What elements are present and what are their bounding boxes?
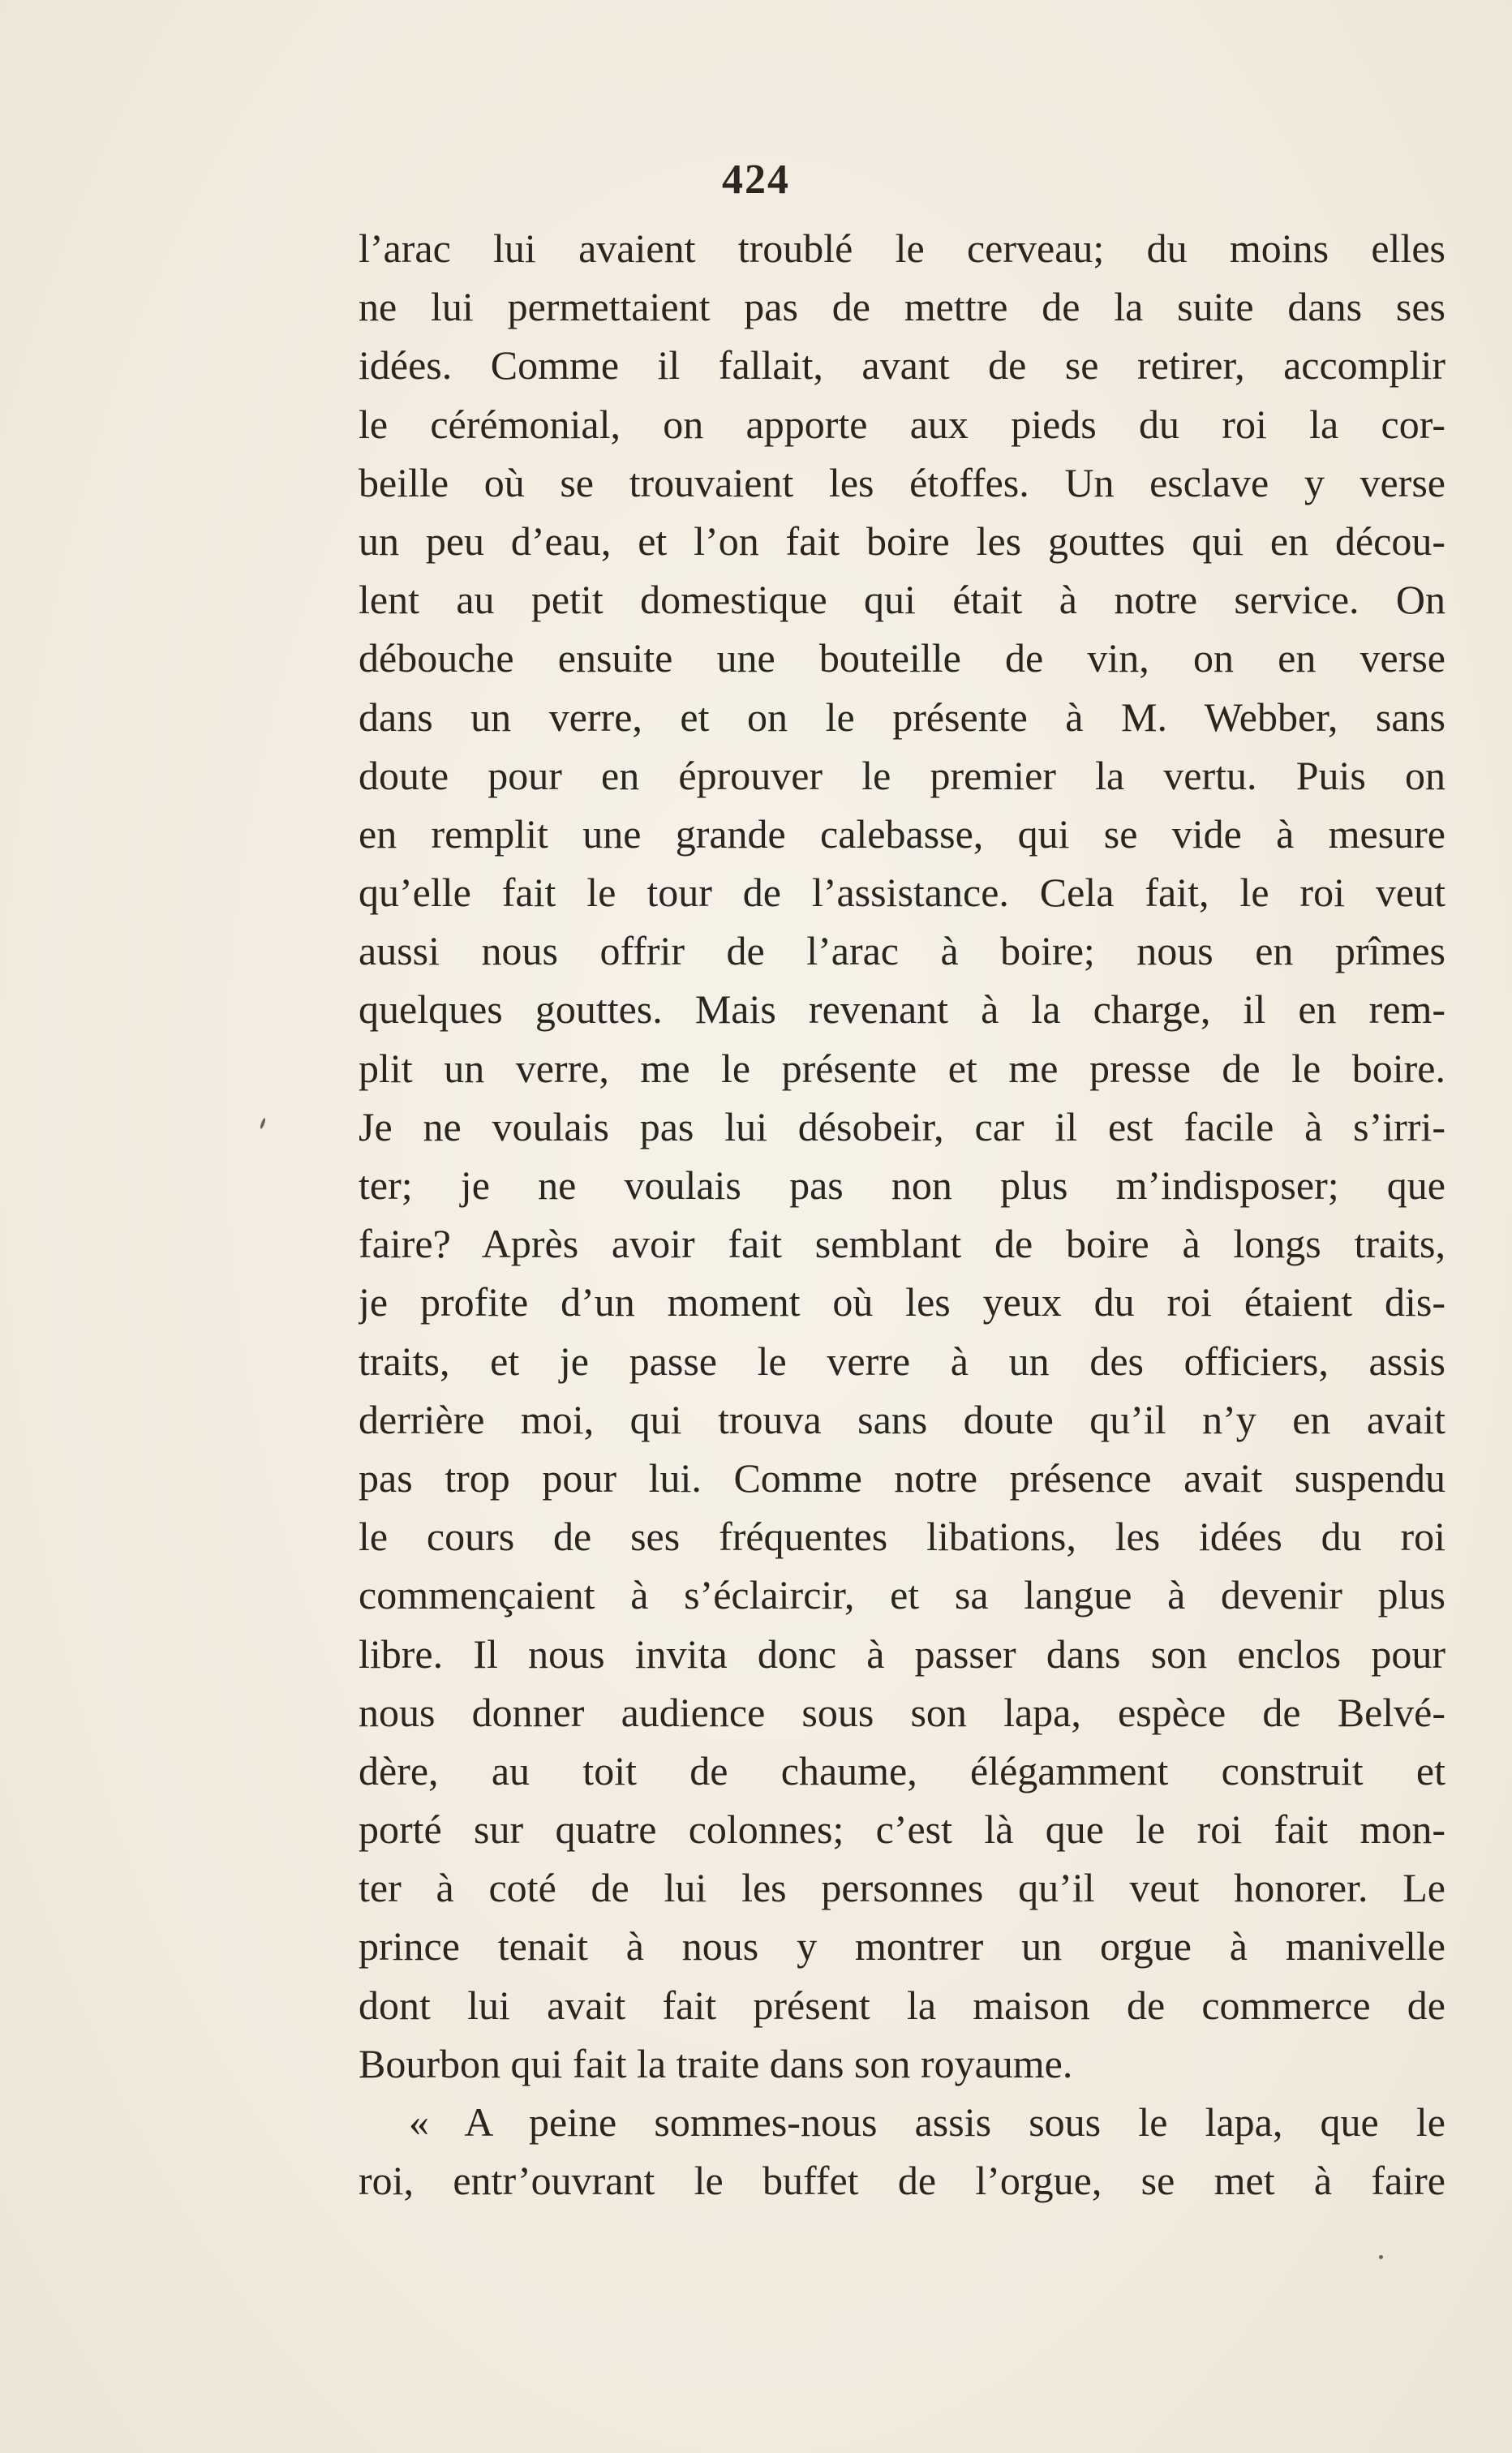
text-line: commençaient à s’éclaircir, et sa langue à devenir plus: [359, 1572, 1445, 1618]
paper-speck: [260, 1118, 267, 1130]
text-line: aussi nous offrir de l’arac à boire; nous en prîmes: [359, 928, 1445, 974]
text-line: idées. Comme il fallait, avant de se retirer, accomplir: [359, 342, 1445, 389]
paper-speck: [1379, 2255, 1383, 2259]
text-line: le cérémonial, on apporte aux pieds du roi la cor-: [359, 401, 1445, 447]
text-line: lent au petit domestique qui était à notre service. On: [359, 577, 1445, 623]
text-line: Je ne voulais pas lui désobeir, car il est facile à s’irri-: [359, 1103, 1445, 1149]
text-line: porté sur quatre colonnes; c’est là que le roi fait mon-: [359, 1806, 1445, 1853]
text-line: plit un verre, me le présente et me presse de le boire.: [359, 1045, 1445, 1091]
text-line: prince tenait à nous y montrer un orgue à manivelle: [359, 1923, 1445, 1970]
text-line: roi, entr’ouvrant le buffet de l’orgue, se met à faire: [359, 2158, 1445, 2204]
text-line: ne lui permettaient pas de mettre de la suite dans ses: [359, 284, 1445, 330]
text-line: un peu d’eau, et l’on fait boire les gouttes qui en décou-: [359, 518, 1445, 564]
text-line: je profite d’un moment où les yeux du roi étaient dis-: [359, 1279, 1445, 1325]
text-line: quelques gouttes. Mais revenant à la charge, il en rem-: [359, 986, 1445, 1033]
text-line: dans un verre, et on le présente à M. Webber, sans: [359, 694, 1445, 740]
text-line: débouche ensuite une bouteille de vin, on en verse: [359, 635, 1445, 681]
body-text: [359, 219, 1445, 2210]
text-line: dont lui avait fait présent la maison de commerce de: [359, 1982, 1445, 2028]
text-line: beille où se trouvaient les étoffes. Un esclave y verse: [359, 459, 1445, 505]
text-line: dère, au toit de chaume, élégamment construit et: [359, 1747, 1445, 1794]
text-line: doute pour en éprouver le premier la vertu. Puis on: [359, 752, 1445, 798]
paragraph-start-line: « A peine sommes-nous assis sous le lapa, que le: [409, 2099, 1445, 2145]
text-line: ter à coté de lui les personnes qu’il veut honorer. Le: [359, 1865, 1445, 1911]
text-line: libre. Il nous invita donc à passer dans son enclos pour: [359, 1630, 1445, 1677]
paragraph-end-line: Bourbon qui fait la traite dans son royaume.: [359, 2040, 1073, 2086]
text-line: nous donner audience sous son lapa, espèce de Belvé-: [359, 1689, 1445, 1735]
text-line: traits, et je passe le verre à un des officiers, assis: [359, 1338, 1445, 1384]
text-line: qu’elle fait le tour de l’assistance. Cela fait, le roi veut: [359, 870, 1445, 916]
text-line: le cours de ses fréquentes libations, les idées du roi: [359, 1514, 1445, 1560]
text-line: pas trop pour lui. Comme notre présence avait suspendu: [359, 1454, 1445, 1501]
text-line: en remplit une grande calebasse, qui se vide à mesure: [359, 810, 1445, 857]
page-number: 424: [722, 157, 790, 203]
text-line: derrière moi, qui trouva sans doute qu’il n’y en avait: [359, 1396, 1445, 1442]
text-line: faire? Après avoir fait semblant de boire à longs traits,: [359, 1221, 1445, 1267]
text-line: l’arac lui avaient troublé le cerveau; du moins elles: [359, 226, 1445, 271]
text-line: ter; je ne voulais pas non plus m’indisposer; que: [359, 1162, 1445, 1208]
